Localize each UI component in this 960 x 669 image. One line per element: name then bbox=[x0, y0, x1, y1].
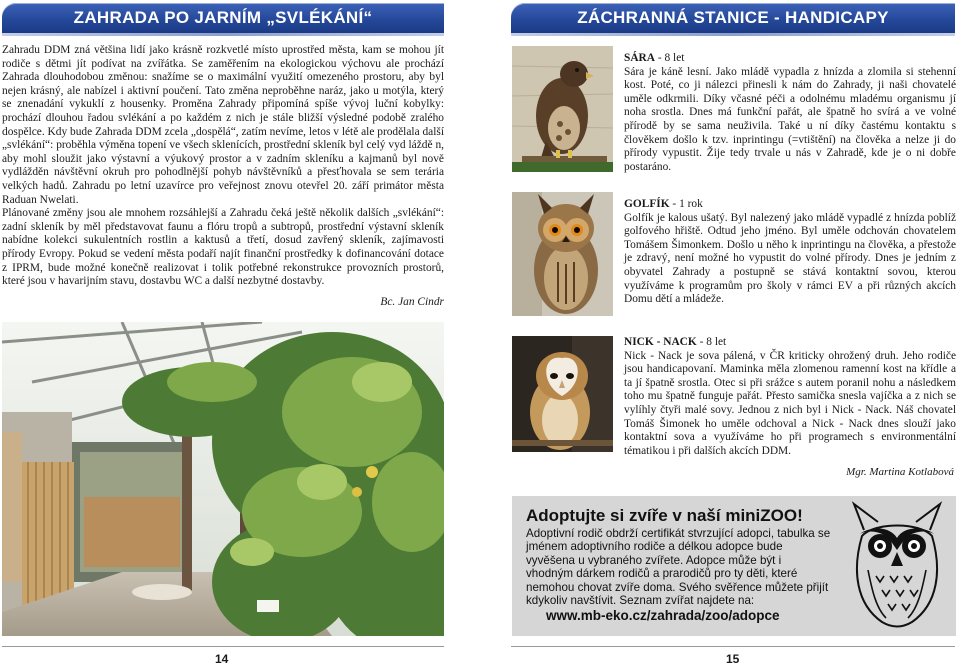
owl-drawing-icon bbox=[842, 500, 952, 630]
animal-nick-nack-text: Nick - Nack je sova pálená, v ČR kriticky ohrožený druh. Jeho rodiče jsou handicapovaní. Maminka měla zlomenou ramenní kost na křídle a ta jí špatně srostla. Otec si při srážce s autem poranil nohu a následkem toho mu špatně funguje pařát. Přesto samička snesla vajíčka a z nich se vylíhly čtyři malé sovy. Jednou z nich byl i Nick - Nack. Náš chovatel Tomáš Šimonek ho uměle odchoval a Nick - Nack dnes slouží jako kontaktní sova a využíváme ho při programech s environmentální tématikou i při dalších akcích DDM. bbox=[624, 349, 956, 457]
left-article-paragraph-1: Zahradu DDM zná většina lidí jako krásně rozkvetlé místo uprostřed města, kam se mohou jít rodiče s dětmi jít podívat na zvířátka. Se zaměřením na ekologickou výchovu ale prochází Zahrada dlouhodobou změnou: snažíme se o maximální využití omezeného prostoru, aby byl nejen krásný, ale nabízel i aktivní poučení. Tato změna neproběhne naráz, jako u motýla, který se znenadání vykuklí z housenky. Proměna Zahrady připomíná spíše vývoj luční kobylky: prochází dlouhou řadou svlékání a po každém z nich je stále bližší výsledné podobě zralého dospělce. Kdy bude Zahrada DDM zcela „dospělá“, zatím nevíme, letos v létě ale prodělala další „svlékání“: proběhla výměna topení ve všech sklenících, prostřední skleník byl celý vyd láždě n, aby mohl sloužit jako výstavní a výukový prostor a v zadním skleníku a kajmanů byl nově vydlážděn návštěvní okruh pro pohodlnější pohyb návštěvníků a přesťhovala se sem terária velkých hadů. Zahradu po letní uzavírce pro veřejnost znovu otevřel 20. září primátor města Raduan Nwelati. bbox=[2, 44, 444, 206]
animal-sara-text: Sára je káně lesní. Jako mládě vypadla z hnízda a zlomila si stehenní kost. Poté, co ji nálezci přinesli k nám do Zahrady, ji naši chovatelé uměle odkrmili. Díky včasné péči a odolnému mladému organismu jí noha srostla. Dnes má funkční pařát, ale špatně ho svírá a ve volné přírodě by se sama neuživila. Také u ní díky častému kontaktu s člověkem došlo k tzv. inprintingu (=vtištění) na člověka a nelze ji do přírody vypustit. Žije tedy trvale u nás v Zahradě, kde je o ni dobře postaráno. bbox=[624, 65, 956, 173]
left-article-body bbox=[2, 44, 444, 289]
animal-golfik-text: Golfík je kalous ušatý. Byl nalezený jako mládě vypadlé z hnízda poblíž golfového hřiště. Odtud jeho jméno. Byl uměle odchován chovatelem Tomášem Šimonkem. Došlo u něho k inprintingu na člověka, a přestože je zdravý, není možné ho vypustit do volné přírody. Dnes je jedním z obyvatel Zahrady a postupně se stává kontaktní sovou, kterou využíváme k programům pro školy v rámci EV a při různých akcích Domu dětí a mládeže. bbox=[624, 211, 956, 306]
animal-sara-age: - 8 let bbox=[655, 52, 685, 64]
right-footer-rule bbox=[511, 646, 955, 647]
adoption-title: Adoptujte si zvíře v naší miniZOO! bbox=[526, 506, 803, 525]
long-eared-owl-photo bbox=[512, 192, 613, 316]
right-page-banner: ZÁCHRANNÁ STANICE - HANDICAPY bbox=[511, 3, 955, 33]
animal-sara-entry bbox=[624, 52, 956, 174]
barn-owl-photo bbox=[512, 336, 613, 452]
animal-golfik-name: GOLFÍK bbox=[624, 198, 670, 210]
greenhouse-garden-photo bbox=[2, 322, 444, 636]
animal-sara-name: SÁRA bbox=[624, 52, 656, 64]
left-footer-rule bbox=[2, 646, 444, 647]
left-article-signature: Bc. Jan Cindr bbox=[380, 296, 444, 308]
adoption-url-link[interactable]: www.mb-eko.cz/zahrada/zoo/adopce bbox=[546, 608, 780, 623]
buzzard-photo bbox=[512, 46, 613, 172]
adoption-text: Adoptivní rodič obdrží certifikát stvrzující adopci, tabulka se jménem adoptivního rodiče a délkou adopce bude vyvěšena u vybraného zvířete. Adopce může být i vhodným dárkem rodičů a prarodičů pro ty děti, které nemohou chovat zvíře doma. Svého svěřence můžete přijít kdykoliv navštívit. Seznam zvířat najdete na: bbox=[526, 527, 831, 608]
animal-nick-nack-name: NICK - NACK bbox=[624, 336, 697, 348]
left-page-banner: ZAHRADA PO JARNÍM „SVLÉKÁNÍ“ bbox=[2, 3, 444, 33]
right-article-signature: Mgr. Martina Kotlabová bbox=[846, 466, 954, 478]
animal-nick-nack-entry bbox=[624, 336, 956, 458]
left-article-paragraph-2: Plánované změny jsou ale mnohem rozsáhlejší a Zahradu čeká ještě několik dalších „svlékání“: zadní skleník by měl představovat faunu a flóru tropů a subtropů, prostřední výstavní skleník nabídne kolekci sukulentních rostlin a kaktusů a třetí, dosud zavřený skleník, zajímavosti přírody Evropy. Pokud se vedení města podaří najít finanční prostředky k dofinancování dotace z IPRM, bude možné konečně realizovat i tolik potřebné rekonstrukce provozních prostorů, které jsou v havarijním stavu, dostavbu WC a další nezbytné dostavby. bbox=[2, 207, 444, 288]
animal-golfik-entry bbox=[624, 198, 956, 307]
right-page-number: 15 bbox=[726, 652, 740, 666]
left-page-number: 14 bbox=[215, 652, 229, 666]
animal-golfik-age: - 1 rok bbox=[669, 198, 703, 210]
animal-nick-nack-age: - 8 let bbox=[696, 336, 727, 348]
adoption-box bbox=[512, 496, 956, 636]
